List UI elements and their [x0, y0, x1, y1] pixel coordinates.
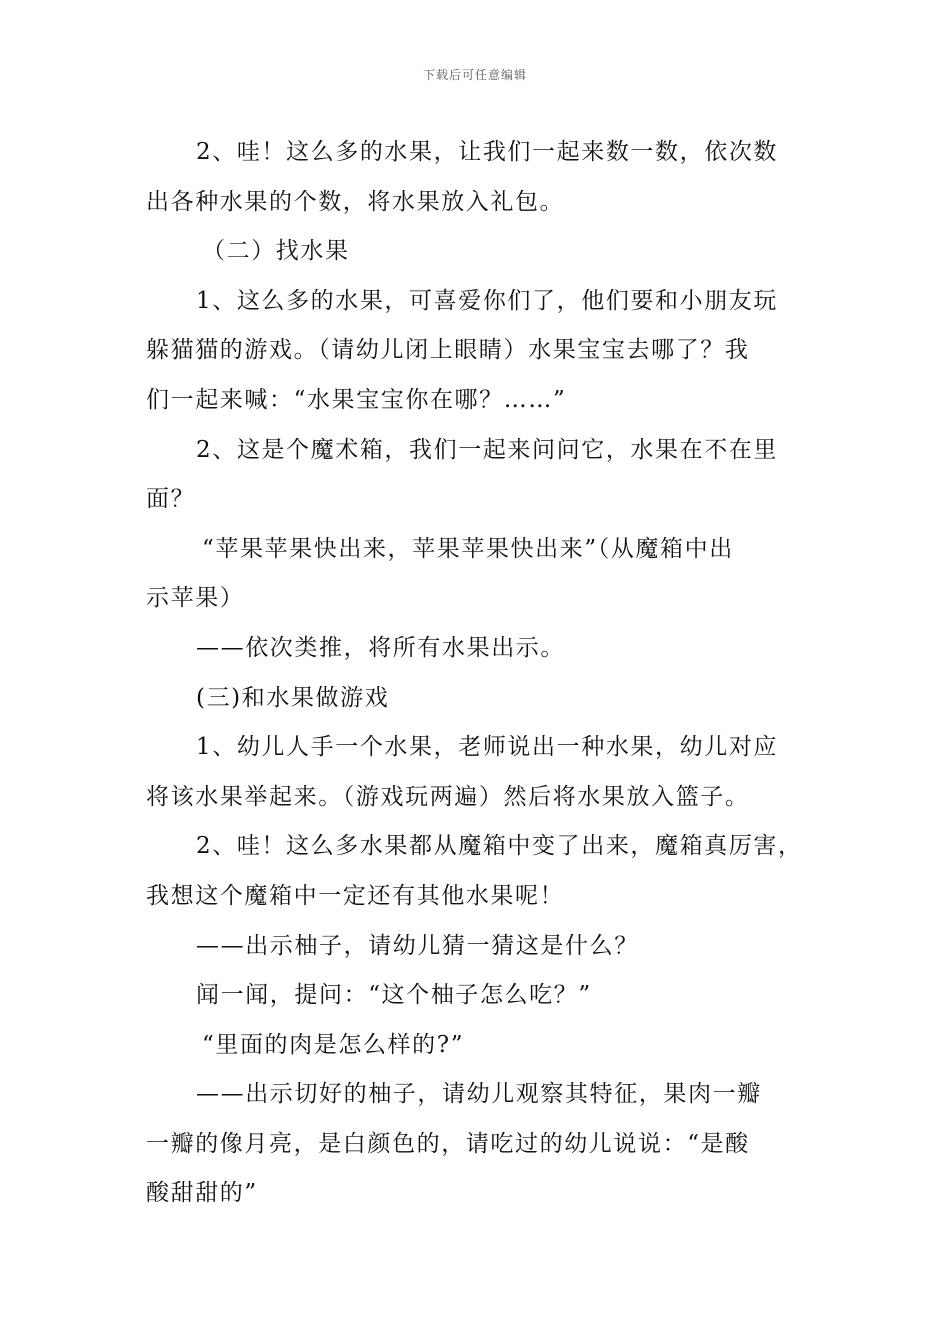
section-heading: (三)和水果做游戏 [196, 684, 390, 711]
paragraph-line: 面？ [146, 486, 196, 513]
paragraph-line: 躲猫猫的游戏。（请幼儿闭上眼睛）水果宝宝去哪了？我 [146, 337, 750, 364]
paragraph-line: 一瓣的像月亮，是白颜色的，请吃过的幼儿说说：“是酸 [146, 1130, 750, 1157]
paragraph-line: “苹果苹果快出来，苹果苹果快出来”（从魔箱中出 [202, 535, 734, 562]
paragraph-line: 们一起来喊：“水果宝宝你在哪？……” [146, 386, 567, 413]
paragraph-line: ——依次类推，将所有水果出示。 [196, 634, 565, 661]
paragraph-line: “里面的肉是怎么样的?” [202, 1031, 465, 1058]
paragraph-line: 2、哇！这么多水果都从魔箱中变了出来，魔箱真厉害， [196, 833, 803, 860]
paragraph-line: ——出示切好的柚子，请幼儿观察其特征，果肉一瓣 [196, 1081, 762, 1108]
paragraph-line: 示苹果） [146, 585, 245, 612]
paragraph-line: 1、幼儿人手一个水果，老师说出一种水果，幼儿对应 [196, 734, 779, 761]
paragraph-line: ——出示柚子，请幼儿猜一猜这是什么？ [196, 932, 639, 959]
paragraph-line: 1、这么多的水果，可喜爱你们了，他们要和小朋友玩 [196, 287, 779, 314]
page-header-note: 下载后可任意编辑 [422, 68, 527, 82]
paragraph-line: 闻一闻，提问：“这个柚子怎么吃？” [196, 982, 592, 1009]
paragraph-line: 2、哇！这么多的水果，让我们一起来数一数，依次数 [196, 139, 779, 165]
section-heading: （二）找水果 [202, 238, 350, 265]
document-body [146, 128, 826, 1219]
paragraph-line: 酸甜甜的” [146, 1180, 258, 1207]
paragraph-line: 出各种水果的个数，将水果放入礼包。 [146, 188, 565, 215]
paragraph-line: 2、这是个魔术箱，我们一起来问问它，水果在不在里 [196, 436, 779, 463]
paragraph-line: 我想这个魔箱中一定还有其他水果呢！ [146, 882, 565, 909]
paragraph-line: 将该水果举起来。（游戏玩两遍）然后将水果放入篮子。 [146, 783, 750, 810]
